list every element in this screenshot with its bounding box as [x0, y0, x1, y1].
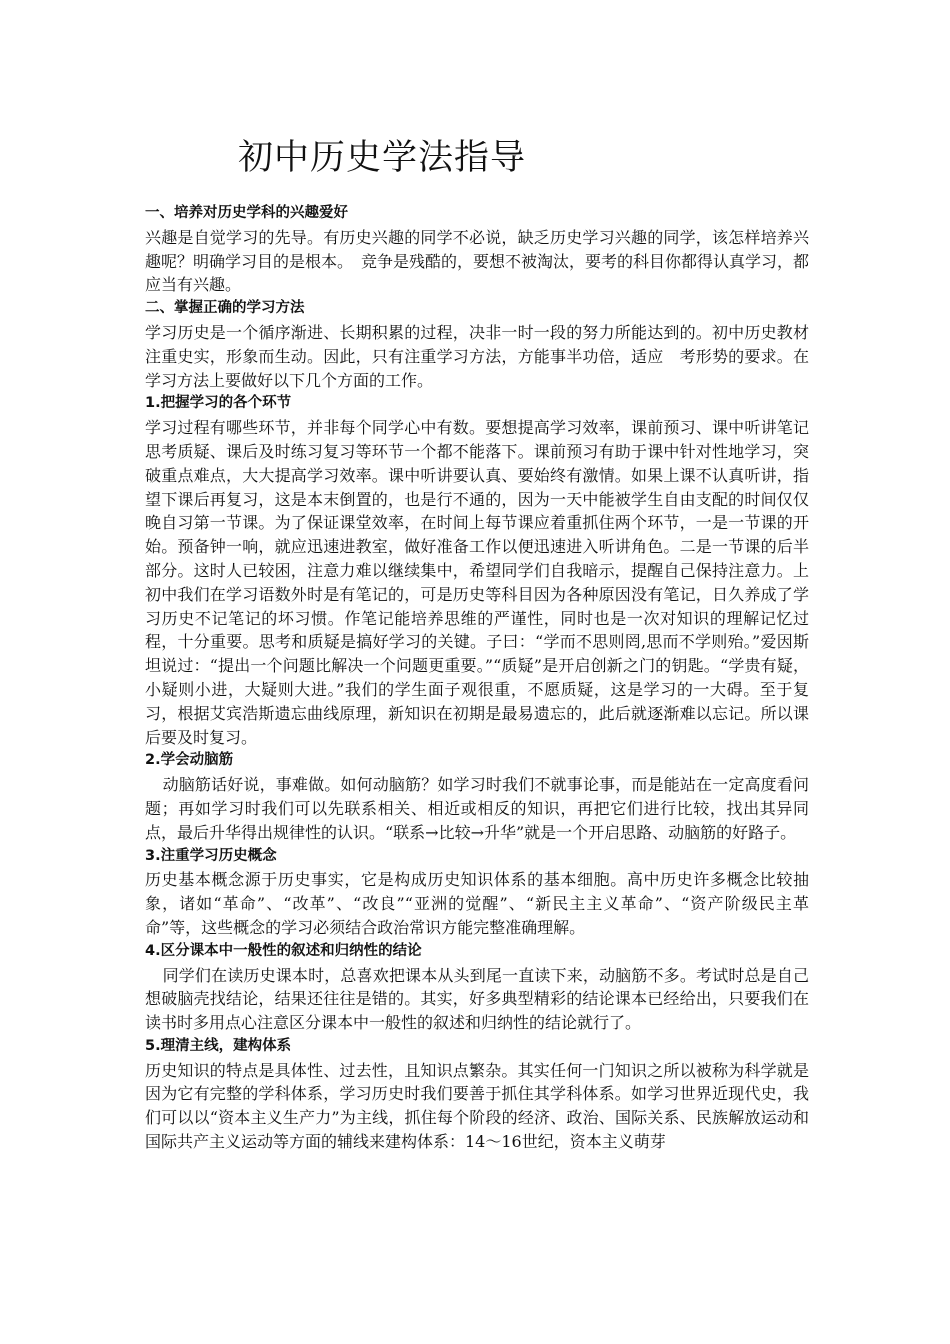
document-title: 初中历史学法指导 [238, 138, 527, 178]
section-2 [145, 297, 809, 392]
section-3 [145, 392, 809, 749]
section-paragraph: 动脑筋话好说，事难做。如何动脑筋？如学习时我们不就事论事，而是能站在一定高度看问题；再如学习时我们可以先联系相关、相近或相反的知识，再把它们进行比较，找出其异同点，最后升华得出规律性的认识。“联系→比较→升华”就是一个开启思路、动脑筋的好路子。 [145, 775, 809, 842]
section-heading: 1.把握学习的各个环节 [145, 395, 292, 412]
section-heading: 5.理清主线，建构体系 [145, 1037, 292, 1054]
section-7 [145, 1035, 809, 1154]
section-paragraph: 学习历史是一个循序渐进、长期积累的过程，决非一时一段的努力所能达到的。初中历史教材注重史实，形象而生动。因此，只有注重学习方法，方能事半功倍，适应 考形势的要求。在学习方法上要做好以下几个方面的工作。 [145, 322, 809, 390]
section-heading: 二、掌握正确的学习方法 [145, 300, 305, 317]
section-paragraph: 学习过程有哪些环节，并非每个同学心中有数。要想提高学习效率，课前预习、课中听讲笔记思考质疑、课后及时练习复习等环节一个都不能落下。课前预习有助于课中针对性地学习，突破重点难点，大大提高学习效率。课中听讲要认真、要始终有激情。如果上课不认真听讲，指望下课后再复习，这是本末倒置的，也是行不通的，因为一天中能被学生自由支配的时间仅仅晚自习第一节课。为了保证课堂效率，在时间上每节课应着重抓住两个环节，一是一节课的开始。预备钟一响，就应迅速进教室，做好准备工作以便迅速进入听讲角色。二是一节课的后半部分。这时人已较困，注意力难以继续集中，希望同学们自我暗示，提醒自己保持注意力。上初中我们在学习语数外时是有笔记的，可是历史等科目因为各种原因没有笔记，日久养成了学习历史不记笔记的坏习惯。作笔记能培养思维的严谨性，同时也是一次对知识的理解记忆过程，十分重要。思考和质疑是搞好学习的关键。子曰：“学而不思则罔,思而不学则殆。”爱因斯坦说过：“提出一个问题比解决一个问题更重要。”“质疑”是开启创新之门的钥匙。“学贵有疑，小疑则小进，大疑则大进。”我们的学生面子观很重，不愿质疑，这是学习的一大碍。至于复习，根据艾宾浩斯遗忘曲线原理，新知识在初期是最易遗忘的，此后就逐渐难以忘记。所以课后要及时复习。 [145, 418, 809, 747]
section-heading: 3.注重学习历史概念 [145, 847, 277, 864]
section-paragraph: 历史知识的特点是具体性、过去性，且知识点繁杂。其实任何一门知识之所以被称为科学就是因为它有完整的学科体系，学习历史时我们要善于抓住其学科体系。如学习世界近现代史，我们可以以“资本主义生产力”为主线，抓住每个阶段的经济、政治、国际关系、民族解放运动和国际共产主义运动等方面的辅线来建构体系：14～16世纪，资本主义萌芽 [145, 1060, 809, 1152]
section-5 [145, 845, 809, 940]
section-paragraph: 同学们在读历史课本时，总喜欢把课本从头到尾一直读下来，动脑筋不多。考试时总是自己想破脑壳找结论，结果还往往是错的。其实，好多典型精彩的结论课本已经给出，只要我们在读书时多用点心注意区分课本中一般性的叙述和归纳性的结论就行了。 [145, 965, 809, 1033]
section-1 [145, 202, 809, 297]
section-heading: 4.区分课本中一般性的叙述和归纳性的结论 [145, 942, 422, 959]
section-6 [145, 940, 809, 1035]
section-paragraph: 兴趣是自觉学习的先导。有历史兴趣的同学不必说，缺乏历史学习兴趣的同学，该怎样培养兴趣呢？明确学习目的是根本。 竞争是残酷的，要想不被淘汰，要考的科目你都得认真学习，都应当有兴趣。 [145, 227, 810, 295]
document-body [145, 202, 809, 1154]
section-paragraph: 历史基本概念源于历史事实，它是构成历史知识体系的基本细胞。高中历史许多概念比较抽象，诸如“革命”、“改革”、“改良”“亚洲的觉醒”、“新民主主义革命”、“资产阶级民主革命”等，这些概念的学习必须结合政治常识方能完整准确理解。 [145, 870, 809, 937]
section-heading: 2.学会动脑筋 [145, 752, 234, 769]
section-4 [145, 749, 809, 844]
section-heading: 一、培养对历史学科的兴趣爱好 [145, 205, 348, 221]
